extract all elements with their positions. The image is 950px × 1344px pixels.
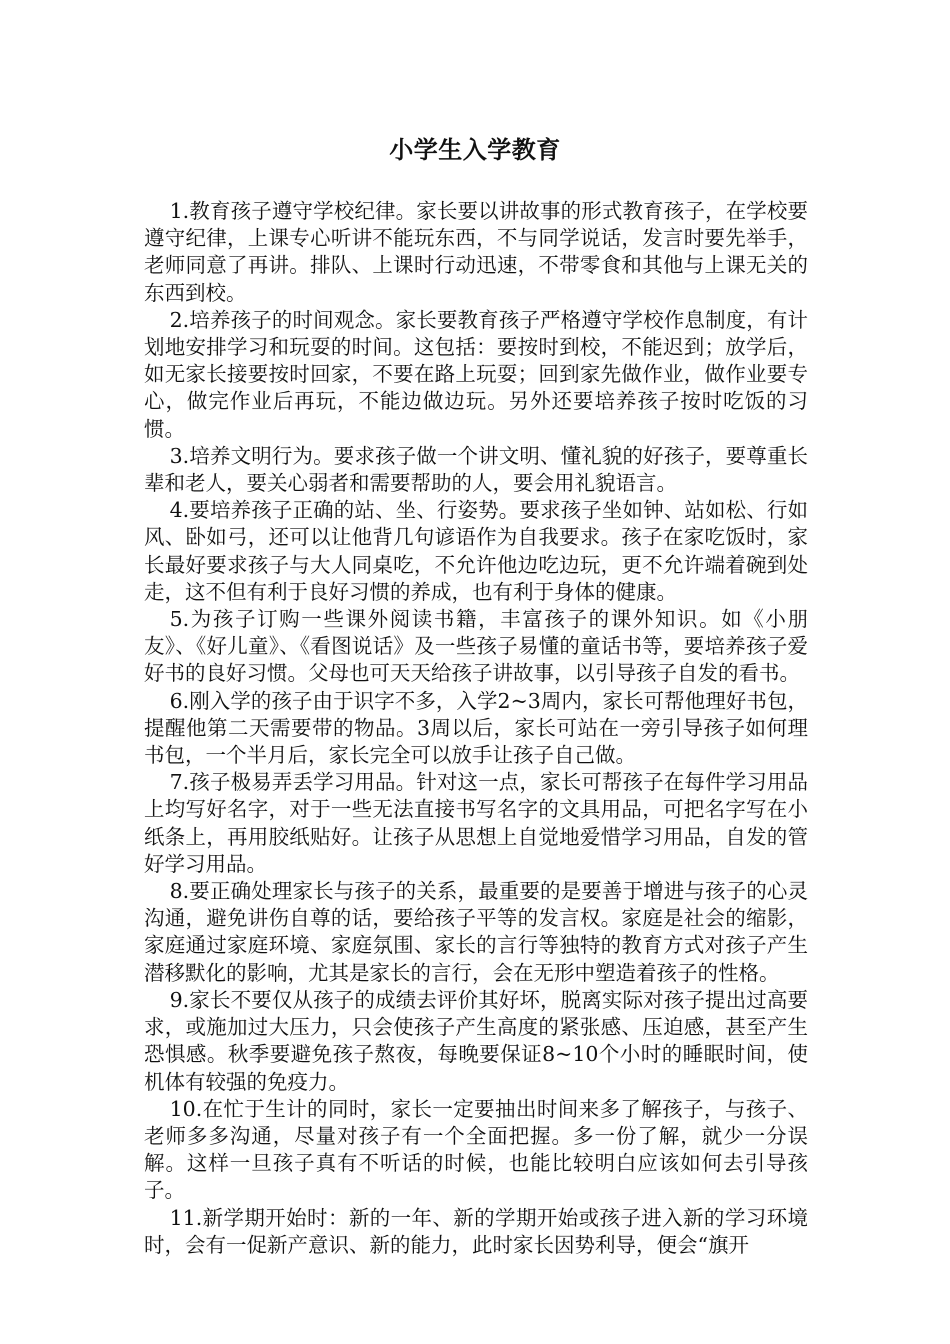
paragraph-7: 7.孩子极易弄丢学习用品。针对这一点，家长可帮孩子在每件学习用品上均写好名字，对于一些无法直接书写名字的文具用品，可把名字写在小纸条上，再用胶纸贴好。让孩子从思想上自觉地爱惜学习用品，自发的管好学习用品。 xyxy=(144,770,808,876)
paragraph-11: 11.新学期开始时：新的一年、新的学期开始或孩子进入新的学习环境时，会有一促新产意识、新的能力，此时家长因势利导，便会“旗开 xyxy=(144,1205,808,1257)
paragraph-1: 1.教育孩子遵守学校纪律。家长要以讲故事的形式教育孩子，在学校要遵守纪律，上课专心听讲不能玩东西，不与同学说话，发言时要先举手，老师同意了再讲。排队、上课时行动迅速，不带零食和其他与上课无关的东西到校。 xyxy=(144,199,808,305)
paragraph-4: 4.要培养孩子正确的站、坐、行姿势。要求孩子坐如钟、站如松、行如风、卧如弓，还可以让他背几句谚语作为自我要求。孩子在家吃饭时，家长最好要求孩子与大人同桌吃，不允许他边吃边玩，更不允许端着碗到处走，这不但有利于良好习惯的养成，也有利于身体的健康。 xyxy=(144,498,808,604)
paragraph-5: 5.为孩子订购一些课外阅读书籍，丰富孩子的课外知识。如《小朋友》、《好儿童》、《看图说话》及一些孩子易懂的童话书等，要培养孩子爱好书的良好习惯。父母也可天天给孩子讲故事，以引导孩子自发的看书。 xyxy=(144,607,808,686)
paragraph-10: 10.在忙于生计的同时，家长一定要抽出时间来多了解孩子，与孩子、老师多多沟通，尽量对孩子有一个全面把握。多一份了解，就少一分误解。这样一旦孩子真有不听话的时候，也能比较明白应该如何去引导孩子。 xyxy=(144,1096,808,1203)
paragraph-8: 8.要正确处理家长与孩子的关系，最重要的是要善于增进与孩子的心灵沟通，避免讲伤自尊的话，要给孩子平等的发言权。家庭是社会的缩影，家庭通过家庭环境、家庭氛围、家长的言行等独特的教育方式对孩子产生潜移默化的影响，尤其是家长的言行，会在无形中塑造着孩子的性格。 xyxy=(144,879,808,985)
paragraph-2: 2.培养孩子的时间观念。家长要教育孩子严格遵守学校作息制度，有计划地安排学习和玩耍的时间。这包括：要按时到校，不能迟到；放学后，如无家长接要按时回家，不要在路上玩耍；回到家先做作业，做作业要专心，做完作业后再玩，不能边做边玩。另外还要培养孩子按时吃饭的习惯。 xyxy=(144,307,808,441)
document-title: 小学生入学教育 xyxy=(389,135,561,164)
paragraph-3: 3.培养文明行为。要求孩子做一个讲文明、懂礼貌的好孩子，要尊重长辈和老人，要关心弱者和需要帮助的人，要会用礼貌语言。 xyxy=(144,443,808,496)
document-body xyxy=(144,198,808,1259)
paragraph-9: 9.家长不要仅从孩子的成绩去评价其好坏，脱离实际对孩子提出过高要求，或施加过大压力，只会使孩子产生高度的紧张感、压迫感，甚至产生恐惧感。秋季要避免孩子熬夜，每晚要保证8~10个小时的睡眠时间，使机体有较强的免疫力。 xyxy=(144,987,808,1094)
paragraph-6: 6.刚入学的孩子由于识字不多，入学2~3周内，家长可帮他理好书包，提醒他第二天需要带的物品。3周以后，家长可站在一旁引导孩子如何理书包，一个半月后，家长完全可以放手让孩子自己做。 xyxy=(144,688,808,768)
